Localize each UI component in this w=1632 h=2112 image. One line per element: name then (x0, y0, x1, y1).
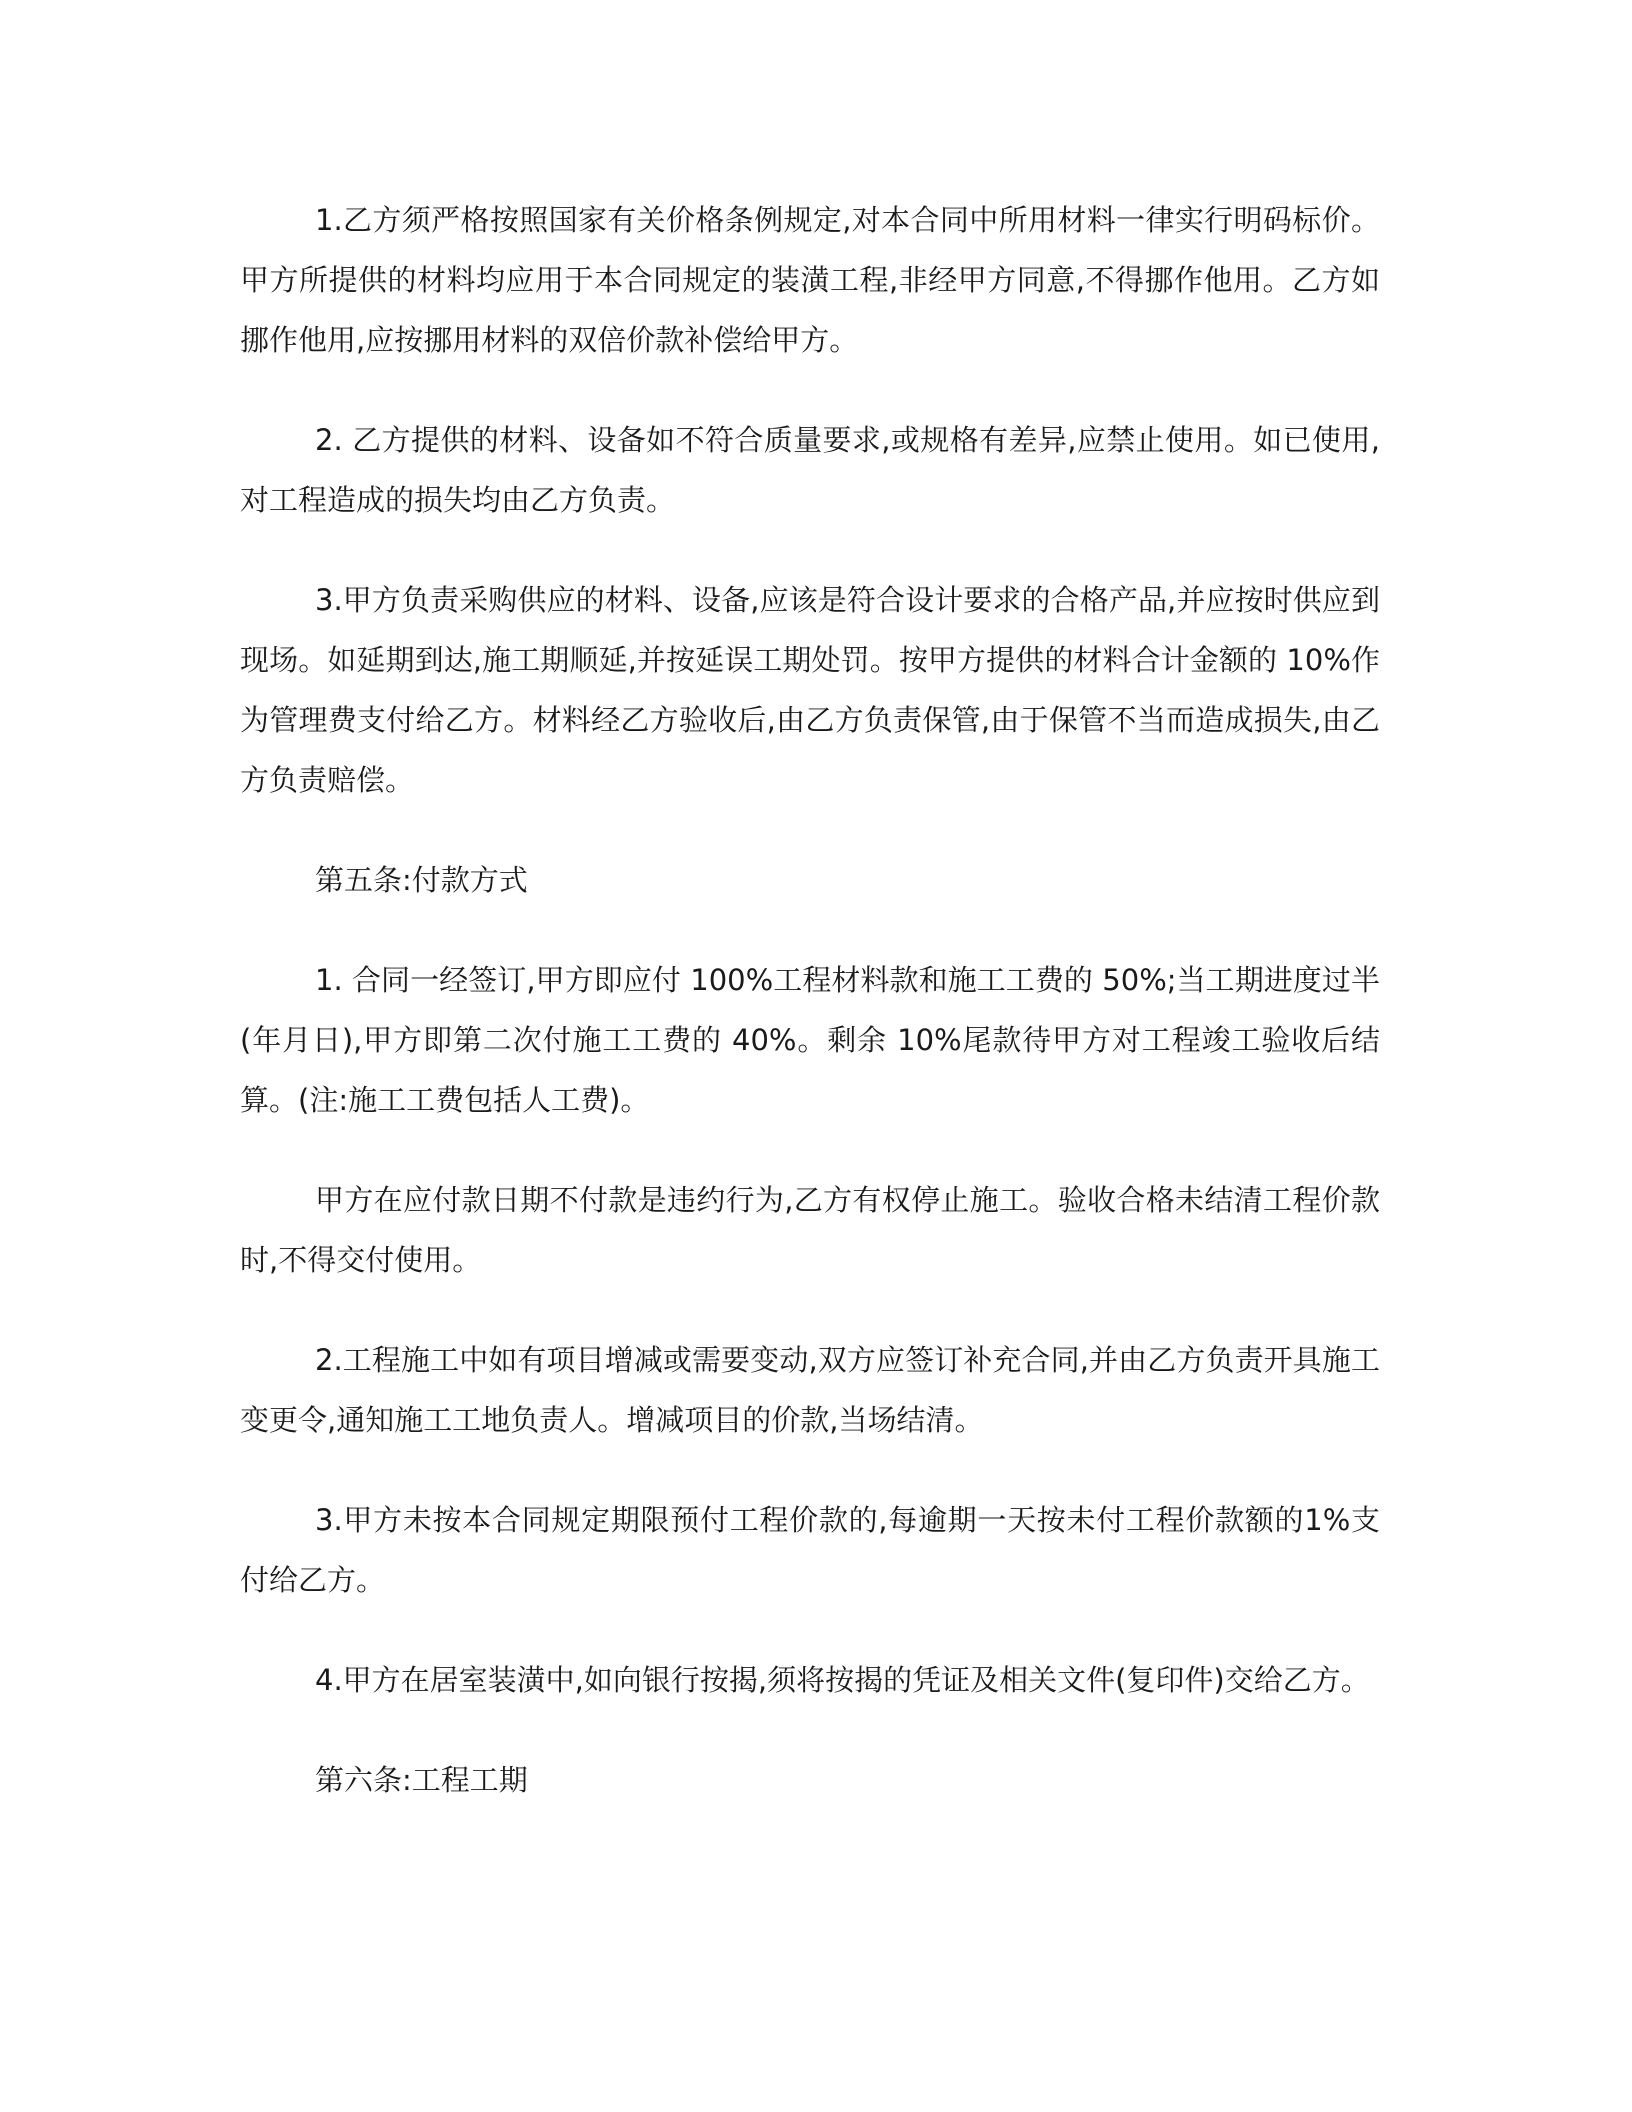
clause-material-pricing: 1.乙方须严格按照国家有关价格条例规定,对本合同中所用材料一律实行明码标价。甲方所提供的材料均应用于本合同规定的装潢工程,非经甲方同意,不得挪作他用。乙方如挪作他用,应按挪用材料的双倍价款补偿给甲方。 (240, 203, 1380, 357)
clause-material-quality: 2. 乙方提供的材料、设备如不符合质量要求,或规格有差异,应禁止使用。如已使用,对工程造成的损失均由乙方负责。 (240, 423, 1380, 517)
clause-project-changes: 2.工程施工中如有项目增减或需要变动,双方应签订补充合同,并由乙方负责开具施工变更令,通知施工工地负责人。增减项目的价款,当场结清。 (240, 1343, 1380, 1437)
clause-payment-default: 甲方在应付款日期不付款是违约行为,乙方有权停止施工。验收合格未结清工程价款时,不得交付使用。 (240, 1183, 1380, 1277)
clause-mortgage: 4.甲方在居室装潢中,如向银行按揭,须将按揭的凭证及相关文件(复印件)交给乙方。 (315, 1663, 1370, 1697)
article-six-heading: 第六条:工程工期 (315, 1763, 528, 1797)
clause-late-payment: 3.甲方未按本合同规定期限预付工程价款的,每逾期一天按未付工程价款额的1%支付给乙方。 (240, 1503, 1380, 1597)
document-body (240, 190, 1380, 1850)
article-five-heading: 第五条:付款方式 (315, 863, 528, 897)
clause-payment-schedule: 1. 合同一经签订,甲方即应付 100%工程材料款和施工工费的 50%;当工期进度过半(年月日),甲方即第二次付施工工费的 40%。剩余 10%尾款待甲方对工程竣工验收后结算。(注:施工工费包括人工费)。 (240, 963, 1380, 1117)
clause-material-supply: 3.甲方负责采购供应的材料、设备,应该是符合设计要求的合格产品,并应按时供应到现场。如延期到达,施工期顺延,并按延误工期处罚。按甲方提供的材料合计金额的 10%作为管理费支付给乙方。材料经乙方验收后,由乙方负责保管,由于保管不当而造成损失,由乙方负责赔偿。 (240, 583, 1380, 797)
